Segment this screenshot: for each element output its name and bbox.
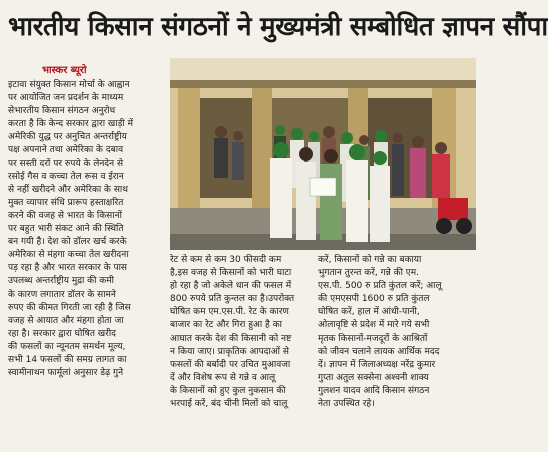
text-line: सेभारतीय किसान संगठन अनुरोध [8,106,116,117]
text-line: पक्ष अपनाने तथा अमेरिका के दबाव [8,145,124,156]
text-line: घोषित कम एम.एस.पी. रेट के कारण [170,307,289,318]
text-line: पर बहुत भारी संकट आने की स्थिति [8,224,124,235]
text-line: बन गयी है। देश को डॉलर खर्च करके [8,237,127,248]
text-line: भुगतान तुरन्त करें, गन्ने की एम. [318,268,419,279]
text-line: स्वामीनाथन फार्मूलां अनुसार डेढ़ गुने [8,368,124,379]
text-line: आघात करके देश की किसानी को नष्ट [170,333,292,344]
text-line: फसलों की बर्बादी पर उचित मुआवजा [170,359,291,370]
text-line: रसोई गैस व कच्चा तेल रूस व ईरान [8,171,124,182]
text-line: मृतक किसानों-मजदूरों के आश्रितों [318,333,428,344]
text-line: करता है कि केन्द सरकार द्वारा खाड़ी में [8,119,134,130]
text-line: वजह से आयात और मंहगा होता जा [8,315,124,326]
headline: भारतीय किसान संगठनों ने मुख्यमंत्री सम्बोधित ज्ञापन सौंपा [8,12,548,42]
text-line: की फसलों का न्यूनतम समर्थन मूल्य, [8,341,126,352]
photo-image [170,58,476,250]
text-line: भरपाई करें, बंद चीनी मिलों को चालू [170,399,288,410]
text-line: इटावा संयुक्त किसान मोर्चा के आह्वान [8,80,130,90]
text-line: अमेरिकी युद्ध पर अनुचित अन्तर्राष्ट्रीय [8,132,127,143]
text-line: सभी 14 फसलों की समग्र लागत का [8,354,127,365]
text-line: एस.पी. 500 रु प्रति कुंतल करें; आलू [318,281,442,292]
text-line: है,इस वजह से किसानों को भारी घाटा [170,268,292,279]
text-line: पर सस्ती दरों पर रुपये के लेनदेन से [8,158,124,169]
byline: भास्कर ब्यूरो [42,65,87,76]
text-line: अमेरिका से मंहगा कच्चा तेल खरीदना [8,250,129,261]
text-line: रहा है। सरकार द्वारा घोषित खरीद [8,328,116,339]
text-line: गुप्ता अतुल सक्सेना अश्वनी शाक्य [318,372,429,383]
text-line: रेट से कम से कम 30 फीसदी कम [170,255,282,265]
text-line: नेता उपस्थित रहे। [318,399,375,410]
text-line: से नहीं खरीदने और अमेरिका के साथ [8,184,128,195]
text-line: हो रहा है जो अकेले धान की फसल में [170,281,292,292]
text-line: को जीवन चलाने लायक आर्थिक मदद [318,346,440,357]
text-line: मुक्त व्यापार संधि प्रारूप हस्ताक्षरित [8,197,124,208]
article-column-1 [8,79,164,449]
text-line: गुलशन यादव आदि किसान संगठन [318,385,430,396]
text-line: बाजार का रेट और गिरा हुआ है का [170,320,282,331]
text-line: की एमएसपी 1600 रु प्रति कुंतल [318,294,430,305]
news-photo [170,58,476,250]
text-line: ओलावृष्टि से प्रदेश में मारे गये सभी [318,320,430,331]
text-line: रुपए की कीमत गिरती जा रही है जिस [8,302,131,313]
text-line: दें। ज्ञापन में जिलाअध्यक्ष नरेंद्र कुमार [318,359,436,370]
article-column-3 [318,254,476,449]
text-line: पड़ रहा है और भारत सरकार के पास [8,263,128,274]
text-line: 800 रुपये प्रति कुन्तल का है।उपरोक्त [170,294,295,305]
article-column-2 [170,254,312,449]
text-line: उपलब्ध अन्तर्राष्ट्रीय मुद्रा की कमी [8,276,114,287]
text-line: दें और विशेष रूप से गन्ने व आलू [170,372,276,383]
text-line: करें, किसानों को गन्ने का बकाया [318,255,422,265]
text-line: न किया जाए। प्राकृतिक आपदाओं से [170,346,289,357]
text-line: के कारण लगातार डॉलर के सामने [8,289,116,300]
text-line: करने की वजह से भारत के किसानों [8,210,122,221]
text-line: के किसानों को हुए कुल नुकसान की [170,385,286,396]
text-line: पर आयोजित जन प्रदर्शन के माध्यम [8,93,124,104]
text-line: घोषित करें, हाल में आंधी-पानी, [318,307,420,318]
